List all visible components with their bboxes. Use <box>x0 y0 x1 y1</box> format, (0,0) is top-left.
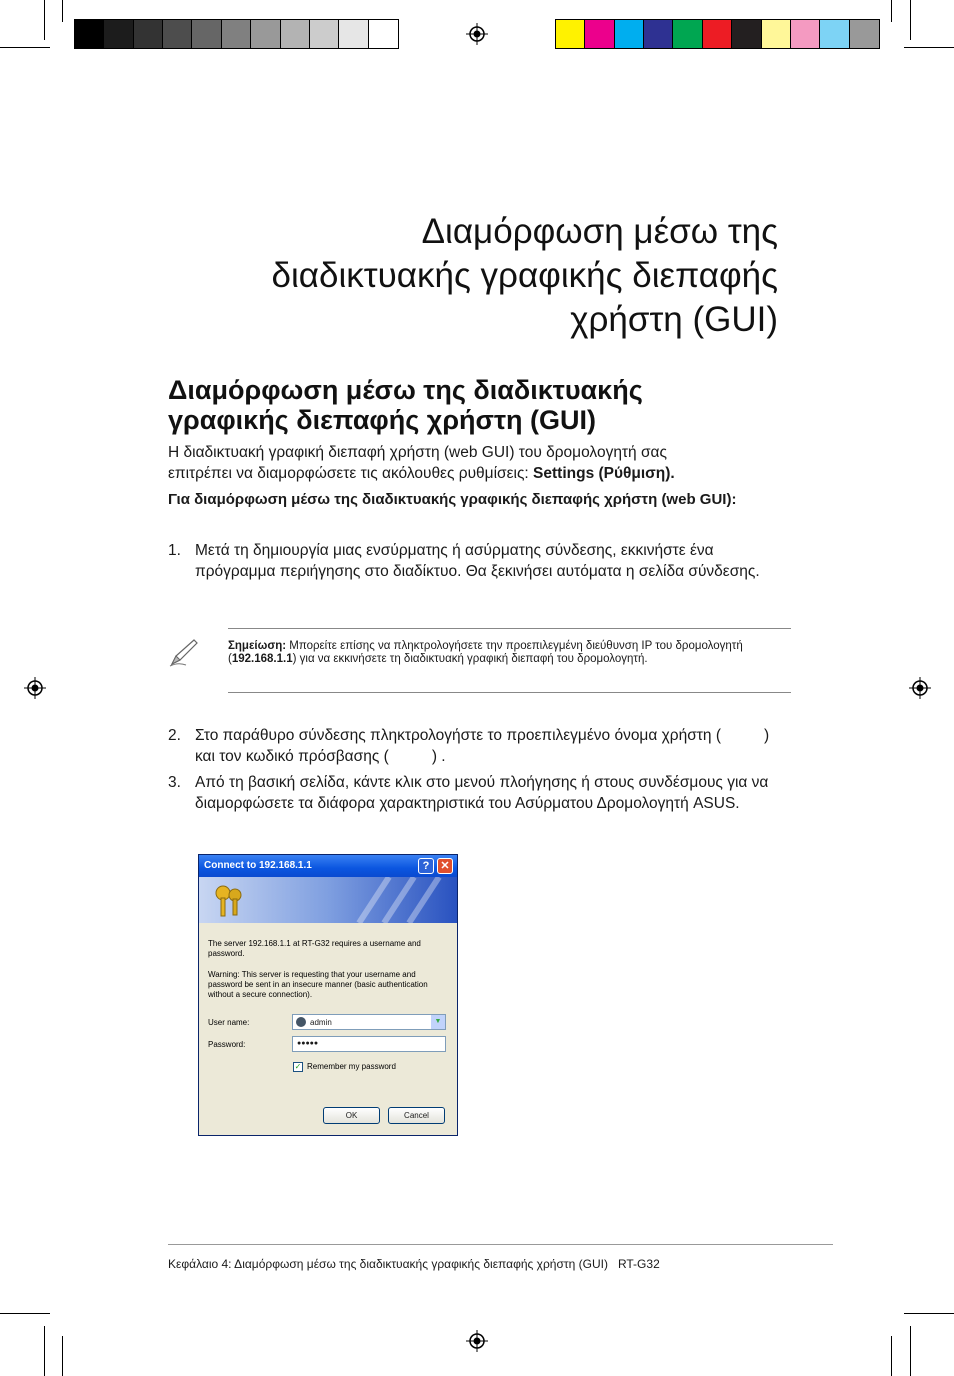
color-swatch <box>673 20 702 48</box>
password-value: ●●●●● <box>297 1040 319 1047</box>
registration-mark-icon <box>466 23 488 45</box>
footer-divider <box>168 1244 833 1245</box>
crop-mark <box>891 1336 892 1376</box>
help-button[interactable]: ? <box>418 858 434 874</box>
crop-mark <box>904 1313 954 1314</box>
color-swatch <box>703 20 732 48</box>
close-button[interactable]: ✕ <box>437 858 453 874</box>
user-icon <box>296 1017 306 1027</box>
crop-mark <box>904 47 954 48</box>
note-divider <box>228 628 791 629</box>
color-swatch <box>75 20 104 48</box>
procedure-subheading: Για διαμόρφωση μέσω της διαδικτυακής γραφικής διεπαφής χρήστη (web GUI): <box>168 491 737 508</box>
dropdown-arrow-icon[interactable]: ▼ <box>431 1015 445 1029</box>
section-title: Διαμόρφωση μέσω της διαδικτυακής γραφικής διεπαφής χρήστη (GUI) <box>168 375 643 435</box>
color-calibration-bar <box>555 19 880 49</box>
color-swatch <box>556 20 585 48</box>
crop-mark <box>0 1313 50 1314</box>
color-swatch <box>644 20 673 48</box>
registration-mark-icon <box>466 1330 488 1352</box>
password-label: Password: <box>208 1040 246 1049</box>
color-swatch <box>791 20 820 48</box>
page-footer: Κεφάλαιο 4: Διαμόρφωση μέσω της διαδικτυακής γραφικής διεπαφής χρήστη (GUI) RT-G32 <box>168 1257 660 1271</box>
crop-mark <box>0 47 50 48</box>
dialog-warning: Warning: This server is requesting that your username and password be sent in an insecure manner (basic authentication without a secure connection). <box>208 970 428 999</box>
color-swatch <box>104 20 133 48</box>
keys-icon <box>209 881 249 921</box>
username-combo[interactable] <box>292 1014 446 1030</box>
color-swatch <box>820 20 849 48</box>
note-text: Σημείωση: Μπορείτε επίσης να πληκτρολογήσετε την προεπιλεγμένη διεύθυνση IP του δρομολογητή (192.168.1.1) για να εκκινήσετε τη διαδικτυακή γραφική διεπαφή του δρομολογητή. <box>228 640 743 665</box>
color-swatch <box>369 20 398 48</box>
crop-mark <box>910 0 911 40</box>
remember-checkbox[interactable]: ✓ <box>294 1062 302 1071</box>
crop-mark <box>891 0 892 22</box>
color-swatch <box>251 20 280 48</box>
pencil-note-icon <box>168 636 200 668</box>
ok-button[interactable]: OK <box>323 1107 380 1124</box>
intro-paragraph: Η διαδικτυακή γραφική διεπαφή χρήστη (web GUI) του δρομολογητή σας επιτρέπει να διαμορφώσετε τις ακόλουθες ρυθμίσεις: Settings (Ρύθμιση). <box>168 444 675 482</box>
password-field[interactable] <box>292 1036 446 1052</box>
color-swatch <box>615 20 644 48</box>
dialog-message: The server 192.168.1.1 at RT-G32 requires a username and password. <box>208 939 421 958</box>
color-swatch <box>222 20 251 48</box>
color-swatch <box>339 20 368 48</box>
color-swatch <box>850 20 879 48</box>
crop-mark <box>44 0 45 40</box>
cancel-button[interactable]: Cancel <box>388 1107 445 1124</box>
username-label: User name: <box>208 1018 250 1027</box>
crop-mark <box>910 1326 911 1376</box>
gray-calibration-bar <box>74 19 399 49</box>
color-swatch <box>134 20 163 48</box>
crop-mark <box>62 0 63 22</box>
crop-mark <box>44 1326 45 1376</box>
dialog-title-bar <box>199 855 457 877</box>
dialog-banner <box>199 877 457 923</box>
dialog-title: Connect to 192.168.1.1 <box>204 860 312 871</box>
color-swatch <box>762 20 791 48</box>
registration-mark-icon <box>909 677 931 699</box>
color-swatch <box>163 20 192 48</box>
color-swatch <box>310 20 339 48</box>
color-swatch <box>732 20 761 48</box>
crop-mark <box>62 1336 63 1376</box>
username-value: admin <box>310 1018 332 1027</box>
color-swatch <box>585 20 614 48</box>
note-divider <box>228 692 791 693</box>
login-dialog <box>198 854 458 1136</box>
chapter-title: Διαμόρφωση μέσω της διαδικτυακής γραφικής διεπαφής χρήστη (GUI) <box>271 212 778 339</box>
banner-pattern <box>339 877 457 923</box>
registration-mark-icon <box>24 677 46 699</box>
color-swatch <box>281 20 310 48</box>
color-swatch <box>192 20 221 48</box>
remember-label: Remember my password <box>307 1062 396 1071</box>
